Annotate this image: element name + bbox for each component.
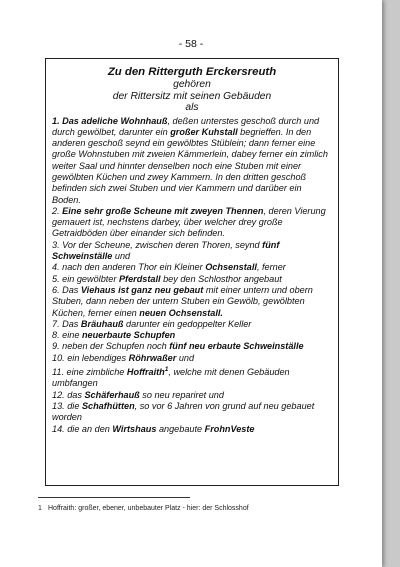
item-text: 2.: [52, 205, 63, 216]
emphasized-text: großer Kuhstall: [170, 126, 238, 137]
emphasized-text: Schafhütten: [81, 400, 135, 411]
emphasized-text: Hoffraith: [126, 367, 165, 378]
list-item: [52, 116, 332, 206]
heading-title: Zu den Ritterguth Erckersreuth: [107, 66, 277, 78]
list-item: [52, 364, 332, 390]
emphasized-text: Eine sehr große Scheune mit zweyen Thennen: [62, 205, 264, 216]
footnote: [38, 505, 358, 512]
item-text: 8. eine: [52, 330, 82, 341]
list-item: [52, 353, 332, 364]
footnote-reference: 1: [164, 366, 169, 374]
list-item: [52, 330, 332, 341]
emphasized-text: fünf Schweinställe: [52, 239, 280, 262]
item-text: 14. die an den: [52, 423, 113, 434]
emphasized-text: 1. Das adeliche Wohnhauß: [52, 115, 168, 126]
heading-subtitle-3: als: [185, 102, 199, 113]
emphasized-text: Wirtshaus: [112, 423, 157, 434]
item-text: mit einer untern und obern Stuben, dann neben der untern Stuben ein Gewölb, gewölbten Küchen, ferner einen: [52, 284, 313, 318]
emphasized-text: Pferdstall: [118, 273, 161, 284]
emphasized-text: Viehaus ist ganz neu gebaut: [80, 284, 204, 295]
list-item: [52, 274, 332, 285]
list-item: [52, 262, 332, 273]
list-item: [52, 206, 332, 240]
item-text: bey den Schlosthor angebaut: [160, 273, 282, 284]
item-text: , welche mit denen Gebäuden umbfangen: [52, 367, 290, 389]
emphasized-text: Schäferhauß: [84, 389, 140, 400]
emphasized-text: FrohnVeste: [204, 423, 255, 434]
building-list: [52, 116, 332, 435]
item-text: 3. Vor der Scheune, zwischen deren Thoren, seynd: [52, 239, 263, 250]
list-item: [52, 240, 332, 263]
item-text: und: [176, 352, 195, 363]
list-item: [52, 341, 332, 352]
list-item: [52, 401, 332, 424]
item-text: 10. ein lebendiges: [52, 352, 129, 363]
item-text: und: [112, 251, 131, 262]
emphasized-text: fünf neu erbaute Schweinställe: [169, 341, 304, 352]
item-text: 4. nach den anderen Thor ein Kleiner: [52, 262, 206, 273]
item-text: , deßen unterstes geschoß durch und durch gewölbet, darunter ein: [52, 115, 320, 137]
list-item: [52, 390, 332, 401]
item-text: 11. eine zimbliche: [52, 367, 127, 378]
item-text: 6. Das: [52, 284, 81, 295]
footnote-number: 1: [38, 505, 42, 512]
item-text: 13. die: [52, 400, 82, 411]
item-text: , so vor 6 Jahren von grund auf neu gebauet worden: [52, 400, 315, 423]
item-text: so neu repariret und: [139, 389, 224, 400]
heading-subtitle-1: gehören: [173, 79, 211, 90]
item-text: darunter ein gedoppelter Keller: [123, 318, 252, 329]
list-item: [52, 424, 332, 435]
emphasized-text: neuen Ochsenstall.: [139, 307, 223, 318]
item-text: begrieffen. In den anderen geschoß seynd ein gewölbtes Stüblein; dann ferner eine große Wohnstuben mit zweien Kämmerlein, dabey ferner ein zimlich weiter Saal und hinnter denselben noch eine Stuben mit einer gewölbten Küchen und zwey Kammern. In den dritten geschoß befinden sich zwei Stuben und vier Kammern und darüber ein Boden.: [52, 126, 328, 205]
list-item: [52, 319, 332, 330]
emphasized-text: Bräuhauß: [80, 318, 124, 329]
item-text: angebaute: [156, 423, 205, 434]
emphasized-text: neuerbaute Schupfen: [81, 330, 176, 341]
list-item: [52, 285, 332, 319]
emphasized-text: Röhrwaßer: [128, 352, 177, 363]
item-text: , deren Vierung gemauert ist, nechstens darbey, über welcher drey große Getraidböden über einander sich befinden.: [52, 205, 326, 239]
item-text: 12. das: [52, 389, 85, 400]
heading-subtitle-2: der Rittersitz mit seinen Gebäuden: [112, 90, 272, 102]
item-text: 5. ein gewölbter: [52, 273, 119, 284]
item-text: , ferner: [256, 262, 286, 273]
bordered-text-box: [45, 58, 339, 486]
item-text: 9. neben der Schupfen noch: [52, 341, 170, 352]
item-text: 7. Das: [52, 318, 81, 329]
emphasized-text: Ochsenstall: [205, 262, 257, 273]
footnote-text: Hoffraith: großer, ebener, unbebauter Platz - hier: der Schlosshof: [48, 505, 249, 512]
footnote-divider: [38, 497, 190, 498]
page-number: - 58 -: [178, 38, 204, 50]
